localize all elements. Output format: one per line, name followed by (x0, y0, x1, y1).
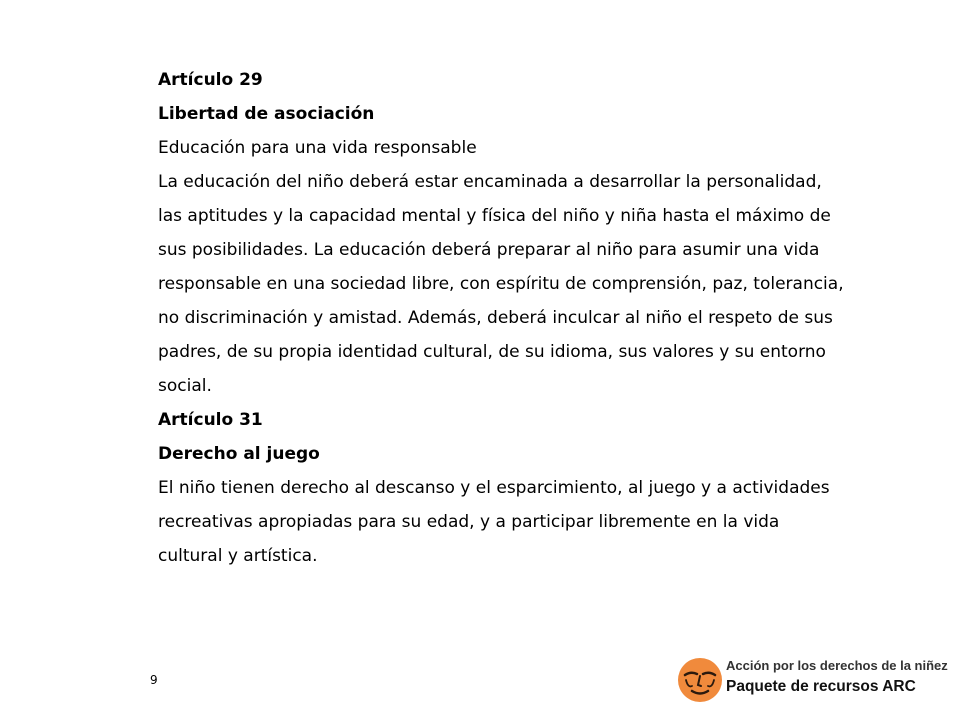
article-29-heading: Artículo 29 (158, 70, 263, 90)
article-31-paragraph (158, 471, 933, 573)
document-body (158, 63, 933, 573)
article-31-title: Derecho al juego (158, 444, 320, 464)
paragraph-line: las aptitudes y la capacidad mental y física del niño y niña hasta el máximo de (158, 206, 831, 226)
article-29-subtitle: Educación para una vida responsable (158, 138, 477, 158)
paragraph-line: social. (158, 376, 212, 396)
paragraph-line: sus posibilidades. La educación deberá preparar al niño para asumir una vida (158, 240, 820, 260)
arc-logo (676, 654, 946, 704)
page-number: 9 (150, 673, 158, 687)
article-31-heading: Artículo 31 (158, 410, 263, 430)
paragraph-line: padres, de su propia identidad cultural, de su idioma, sus valores y su entorno (158, 342, 826, 362)
paragraph-line: no discriminación y amistad. Además, deberá inculcar al niño el respeto de sus (158, 308, 833, 328)
paragraph-line: La educación del niño deberá estar encaminada a desarrollar la personalidad, (158, 172, 822, 192)
face-logo-icon (676, 656, 724, 704)
logo-tagline: Acción por los derechos de la niñez (726, 658, 948, 673)
logo-title: Paquete de recursos ARC (726, 678, 916, 695)
paragraph-line: cultural y artística. (158, 546, 318, 566)
paragraph-line: recreativas apropiadas para su edad, y a participar libremente en la vida (158, 512, 780, 532)
article-29-title: Libertad de asociación (158, 104, 375, 124)
paragraph-line: responsable en una sociedad libre, con espíritu de comprensión, paz, tolerancia, (158, 274, 844, 294)
article-29-paragraph (158, 165, 933, 403)
paragraph-line: El niño tienen derecho al descanso y el esparcimiento, al juego y a actividades (158, 478, 830, 498)
